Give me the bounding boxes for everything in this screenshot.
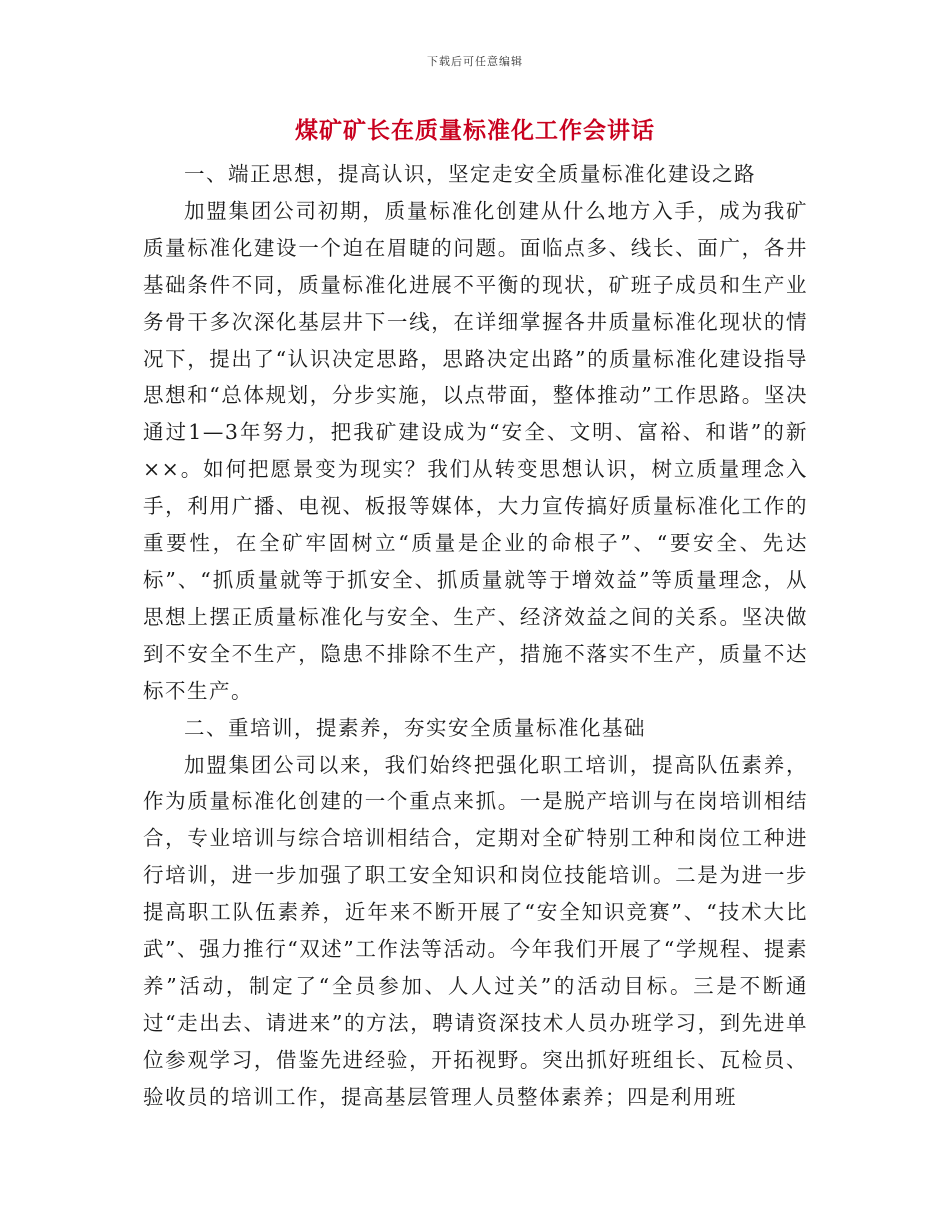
section-heading-2: 二、重培训，提素养，夯实安全质量标准化基础 (184, 715, 646, 740)
body-paragraph-2: 加盟集团公司以来，我们始终把强化职工培训，提高队伍素养，作为质量标准化创建的一个重点来抓。一是脱产培训与在岗培训相结合，专业培训与综合培训相结合，定期对全矿特别工种和岗位工种进行培训，进一步加强了职工安全知识和岗位技能培训。二是为进一步提高职工队伍素养，近年来不断开展了“安全知识竞赛”、“技术大比武”、强力推行“双述”工作法等活动。今年我们开展了“学规程、提素养”活动，制定了“全员参加、人人过关”的活动目标。三是不断通过“走出去、请进来”的方法，聘请资深技术人员办班学习，到先进单位参观学习，借鉴先进经验，开拓视野。突出抓好班组长、瓦检员、验收员的培训工作，提高基层管理人员整体素养；四是利用班 (143, 752, 808, 1109)
document-title: 煤矿矿长在质量标准化工作会讲话 (295, 117, 655, 144)
document-body (143, 156, 808, 1116)
header-note: 下载后可任意编辑 (427, 55, 523, 68)
body-paragraph-1: 加盟集团公司初期，质量标准化创建从什么地方入手，成为我矿质量标准化建设一个迫在眉睫的问题。面临点多、线长、面广，各井基础条件不同，质量标准化进展不平衡的现状，矿班子成员和生产业务骨干多次深化基层井下一线，在详细掌握各井质量标准化现状的情况下，提出了“认识决定思路，思路决定出路”的质量标准化建设指导思想和“总体规划，分步实施，以点带面，整体推动”工作思路。坚决通过1—3年努力，把我矿建设成为“安全、文明、富裕、和谐”的新××。如何把愿景变为现实？我们从转变思想认识，树立质量理念入手，利用广播、电视、板报等媒体，大力宣传搞好质量标准化工作的重要性，在全矿牢固树立“质量是企业的命根子”、“要安全、先达标”、“抓质量就等于抓安全、抓质量就等于增效益”等质量理念，从思想上摆正质量标准化与安全、生产、经济效益之间的关系。坚决做到不安全不生产，隐患不排除不生产，措施不落实不生产，质量不达标不生产。 (143, 198, 808, 703)
section-heading-1: 一、端正思想，提高认识，坚定走安全质量标准化建设之路 (184, 162, 756, 186)
